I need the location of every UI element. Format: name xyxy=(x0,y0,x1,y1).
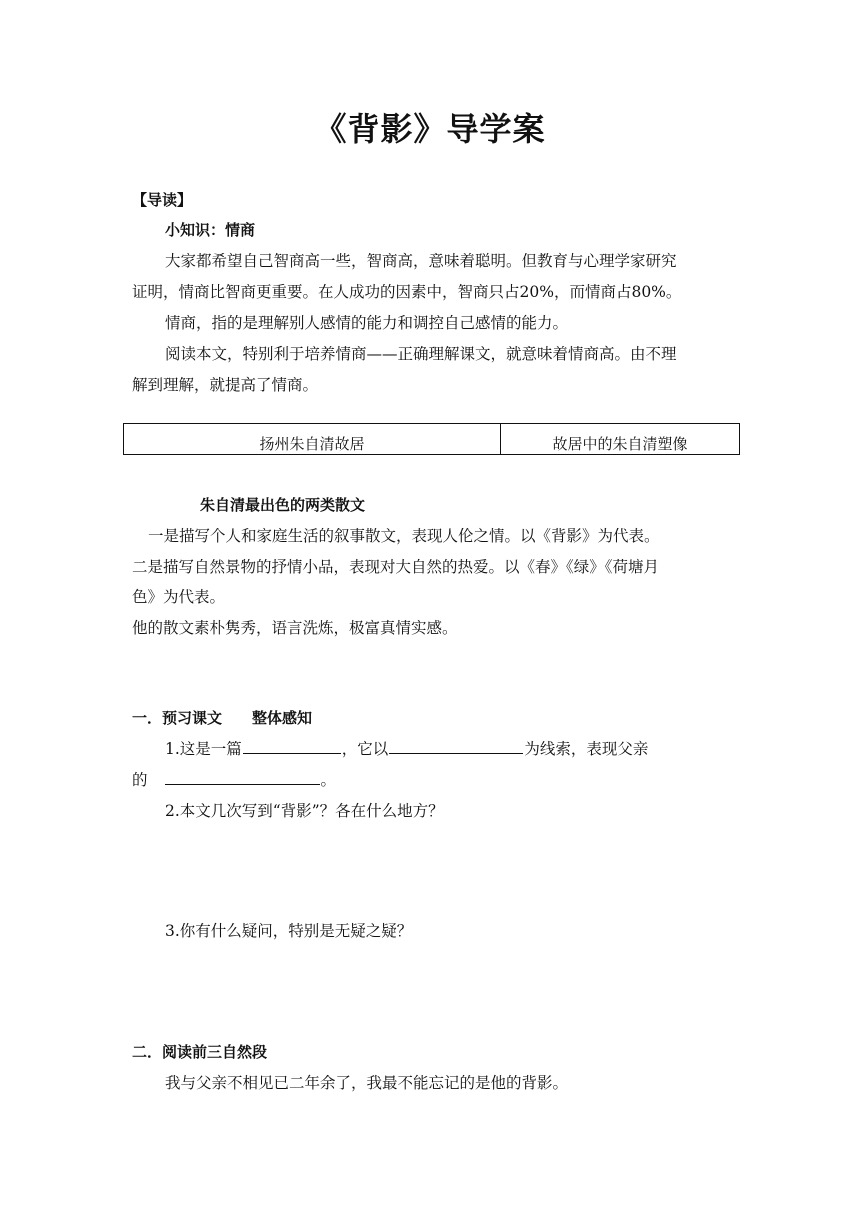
page-title: 《背影》导学案 xyxy=(314,110,546,148)
section2-line-1: 我与父亲不相见已二年余了，我最不能忘记的是他的背影。 xyxy=(165,1074,569,1092)
question-1-line-2 xyxy=(132,768,336,790)
prose-heading: 朱自清最出色的两类散文 xyxy=(200,496,366,514)
q1-line2-suffix: 。 xyxy=(320,771,337,789)
question-1 xyxy=(165,737,648,759)
photo-caption-table xyxy=(123,423,740,455)
q1-blank-father[interactable] xyxy=(165,769,320,785)
q1-text-part1: 1.这是一篇 xyxy=(165,740,242,758)
q1-text-part2: ，它以 xyxy=(341,740,389,758)
section2-heading: 二．阅读前三自然段 xyxy=(132,1043,268,1061)
question-3: 3.你有什么疑问，特别是无疑之疑？ xyxy=(165,922,413,940)
q1-text-part3: 为线索，表现父亲 xyxy=(524,740,649,758)
q1-line2-prefix: 的 xyxy=(132,771,148,789)
intro-heading: 【导读】 xyxy=(132,191,193,209)
q1-blank-clue[interactable] xyxy=(389,738,523,754)
intro-line-5: 解到理解，就提高了情商。 xyxy=(132,376,319,394)
prose-line-1: 一是描写个人和家庭生活的叙事散文，表现人伦之情。以《背影》为代表。 xyxy=(148,527,660,545)
intro-line-1: 大家都希望自己智商高一些，智商高，意味着聪明。但教育与心理学家研究 xyxy=(165,252,677,270)
intro-sub-heading: 小知识：情商 xyxy=(165,221,256,239)
section1-heading: 一．预习课文 整体感知 xyxy=(132,709,313,727)
caption-former-residence: 扬州朱自清故居 xyxy=(124,424,501,455)
question-2: 2.本文几次写到“背影”？各在什么地方？ xyxy=(165,802,444,820)
prose-line-2: 二是描写自然景物的抒情小品，表现对大自然的热爱。以《春》《绿》《荷塘月 xyxy=(132,558,660,576)
intro-line-2: 证明，情商比智商更重要。在人成功的因素中，智商只占20%，而情商占80%。 xyxy=(132,283,682,301)
prose-line-4: 他的散文素朴隽秀，语言洗炼，极富真情实感。 xyxy=(132,619,458,637)
intro-line-4: 阅读本文，特别利于培养情商——正确理解课文，就意味着情商高。由不理 xyxy=(165,345,677,363)
caption-statue: 故居中的朱自清塑像 xyxy=(501,424,740,455)
prose-line-3: 色》为代表。 xyxy=(132,588,226,606)
intro-line-3: 情商，指的是理解别人感情的能力和调控自己感情的能力。 xyxy=(165,314,569,332)
q1-blank-genre[interactable] xyxy=(243,738,341,754)
